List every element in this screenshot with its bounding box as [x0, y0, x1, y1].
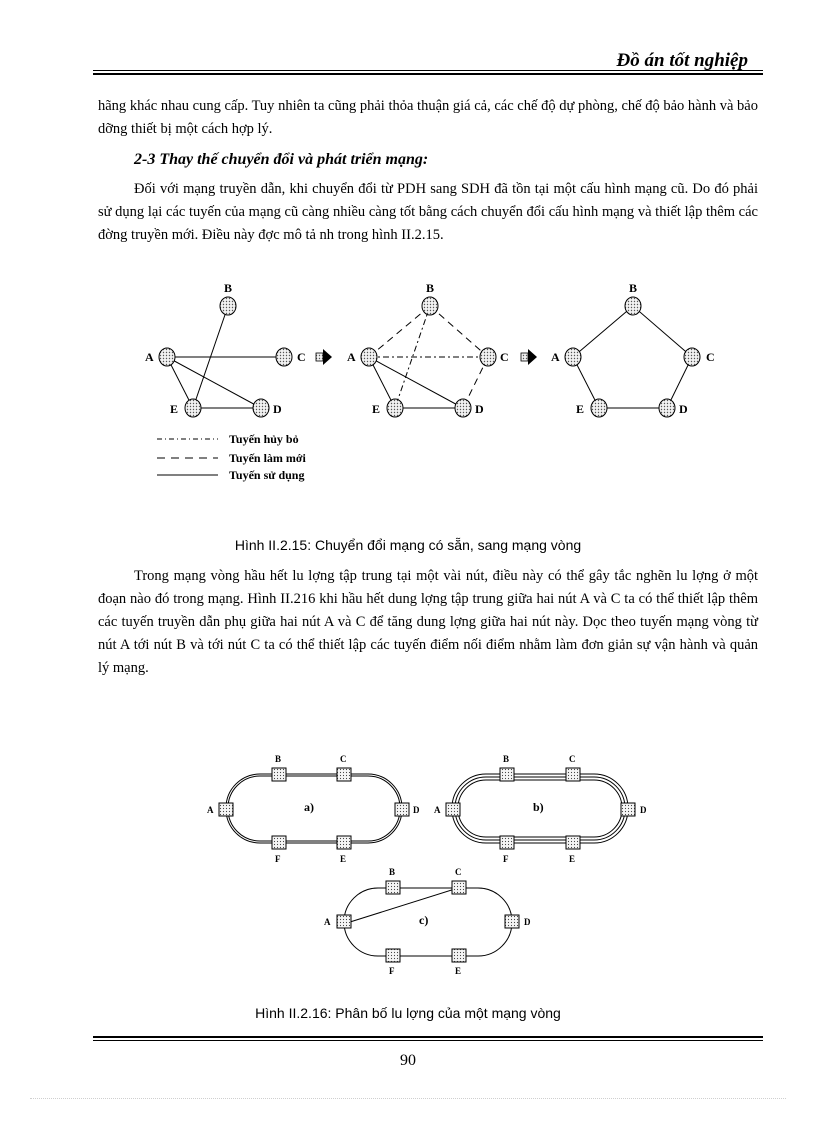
page-edge-dots — [30, 1098, 786, 1099]
label-c: C — [500, 350, 509, 364]
label-f: F — [275, 854, 281, 864]
label-a: A — [324, 917, 331, 927]
header-title: Đồ án tốt nghiệp — [616, 50, 748, 71]
label-b: B — [275, 754, 282, 764]
label-b: B — [503, 754, 510, 764]
node-c — [684, 348, 700, 366]
node-e — [387, 399, 403, 417]
node-a — [361, 348, 377, 366]
node-c — [480, 348, 496, 366]
figure-2-16-caption: Hình II.2.16: Phân bố lu lợng của một mạng vòng — [255, 1005, 561, 1021]
label-c: C — [455, 867, 462, 877]
ring-label-a: a) — [304, 800, 314, 814]
label-c: C — [297, 350, 306, 364]
label-e: E — [576, 402, 585, 416]
footer-rule-bottom — [93, 1040, 763, 1041]
figure-2-15-caption: Hình II.2.15: Chuyển đổi mạng có sẵn, sang mạng vòng — [234, 537, 582, 553]
label-c: C — [706, 350, 715, 364]
label-e: E — [372, 402, 381, 416]
paragraph-ring-traffic: Trong mạng vòng hầu hết lu lợng tập trung tại một vài nút, điều này có thể gây tắc nghẽn lu lợng ở một đoạn nào đó trong mạng. Hình II.216 khi hầu hết dung lợng tập trung giữa hai nút A và C ta có thể thiết lập thêm các tuyến truyền dẫn phụ giữa hai nút A và C để tăng dung lợng giữa hai nút này. Dọc theo tuyến mạng vòng từ nút A tới nút B và tới nút C ta có thể thiết lập các tuyến điểm nối điểm nhằm làm đơn giản sự vận hành và quản lý mạng. — [98, 568, 758, 676]
label-a: A — [551, 350, 560, 364]
label-d: D — [413, 805, 420, 815]
node-a — [159, 348, 175, 366]
label-f: F — [389, 966, 395, 976]
ring-c — [324, 867, 531, 976]
legend-new: Tuyến làm mới — [229, 451, 306, 465]
label-b: B — [629, 281, 638, 295]
section-title: 2-3 Thay thế chuyển đổi và phát triển mạng: — [134, 151, 429, 168]
label-e: E — [340, 854, 347, 864]
node-b — [220, 297, 236, 315]
node-d — [455, 399, 471, 417]
label-e: E — [455, 966, 462, 976]
label-d: D — [475, 402, 484, 416]
legend-cancelled: Tuyến hủy bỏ — [229, 432, 299, 446]
arrow-right-icon — [521, 349, 537, 365]
label-e: E — [170, 402, 179, 416]
figure-legend — [157, 432, 307, 482]
page-number: 90 — [400, 1052, 416, 1069]
network-original — [145, 281, 306, 417]
legend-used: Tuyến sử dụng — [229, 468, 305, 482]
ring-label-c: c) — [419, 913, 429, 927]
node-a — [565, 348, 581, 366]
node-e — [185, 399, 201, 417]
label-f: F — [503, 854, 509, 864]
node-e — [591, 399, 607, 417]
ring-a — [207, 754, 420, 864]
paragraph-continuation: hãng khác nhau cung cấp. Tuy nhiên ta cũng phải thỏa thuận giá cả, các chế độ dự phòng, chế độ bảo hành và bảo dỡng thiết bị một cách hợp lý. — [98, 98, 758, 137]
label-a: A — [434, 805, 441, 815]
node-b — [422, 297, 438, 315]
label-d: D — [273, 402, 282, 416]
label-c: C — [569, 754, 576, 764]
node-d — [253, 399, 269, 417]
paragraph-network-conversion: Đối với mạng truyền dẫn, khi chuyển đổi từ PDH sang SDH đã tồn tại một cấu hình mạng cũ. Do đó phải sử dụng lại các tuyến của mạng cũ càng nhiều càng tốt bằng cách chuyển đổi cấu hình mạng và thiết lập thêm các đờng truyền mới. Điều này đợc mô tả nh trong hình II.2.15. — [98, 181, 758, 243]
ring-label-b: b) — [533, 800, 544, 814]
node-b — [625, 297, 641, 315]
network-transition — [347, 281, 509, 417]
label-a: A — [347, 350, 356, 364]
label-d: D — [640, 805, 647, 815]
label-a: A — [145, 350, 154, 364]
label-b: B — [389, 867, 396, 877]
label-a: A — [207, 805, 214, 815]
node-d — [659, 399, 675, 417]
label-d: D — [679, 402, 688, 416]
node-c — [276, 348, 292, 366]
label-c: C — [340, 754, 347, 764]
ring-b — [434, 754, 647, 864]
label-b: B — [426, 281, 435, 295]
arrow-right-icon — [316, 349, 332, 365]
footer-rule-top — [93, 1036, 763, 1038]
network-ring — [551, 281, 715, 417]
label-b: B — [224, 281, 233, 295]
label-d: D — [524, 917, 531, 927]
label-e: E — [569, 854, 576, 864]
